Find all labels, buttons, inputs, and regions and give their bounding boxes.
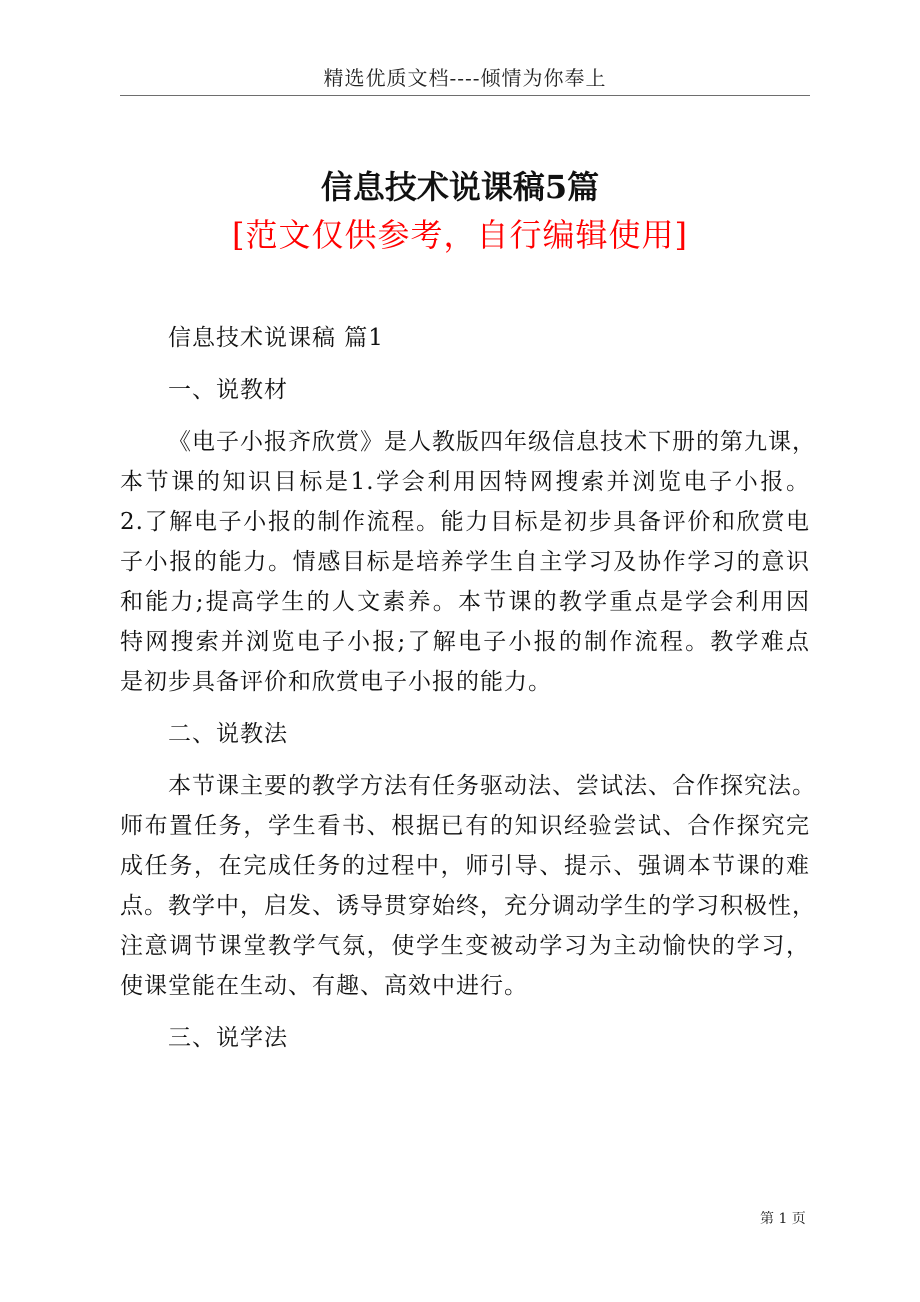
paragraph-line: 《电子小报齐欣赏》是人教版四年级信息技术下册的第九课， [168, 429, 816, 455]
paragraph-line: 本节课主要的教学方法有任务驱动法、尝试法、合作探究法。 [168, 773, 816, 799]
heading-teaching-material: 一、说教材 [168, 377, 288, 403]
paragraph-line: 2.了解电子小报的制作流程。能力目标是初步具备评价和欣赏电 [120, 509, 810, 535]
paragraph-line: 是初步具备评价和欣赏电子小报的能力。 [120, 669, 552, 695]
paragraph-line: 成任务，在完成任务的过程中，师引导、提示、强调本节课的难 [120, 853, 810, 879]
paragraph-line: 师布置任务，学生看书、根据已有的知识经验尝试、合作探究完 [120, 813, 810, 839]
document-body [120, 318, 816, 1058]
paragraph-line: 点。教学中，启发、诱导贯穿始终，充分调动学生的学习积极性， [120, 893, 816, 919]
paragraph-line: 注意调节课堂教学气氛，使学生变被动学习为主动愉快的学习， [120, 933, 810, 959]
paragraph-line: 和能力;提高学生的人文素养。本节课的教学重点是学会利用因 [120, 589, 810, 615]
document-title: 信息技术说课稿5篇 [320, 168, 600, 206]
paragraph-line: 特网搜索并浏览电子小报;了解电子小报的制作流程。教学难点 [120, 629, 810, 655]
paragraph-line: 本节课的知识目标是1.学会利用因特网搜索并浏览电子小报。 [120, 469, 810, 495]
heading-teaching-method: 二、说教法 [168, 721, 288, 747]
header-divider [120, 95, 810, 96]
paragraph-line: 使课堂能在生动、有趣、高效中进行。 [120, 973, 528, 999]
paragraph-line: 子小报的能力。情感目标是培养学生自主学习及协作学习的意识 [120, 549, 810, 575]
heading-learning-method: 三、说学法 [168, 1025, 288, 1051]
section-heading: 信息技术说课稿 篇1 [168, 325, 384, 351]
paragraph-teaching-material [120, 422, 816, 702]
page-number: 第 1 页 [760, 1211, 806, 1227]
page-header: 精选优质文档----倾情为你奉上 [323, 66, 607, 90]
document-subtitle: [范文仅供参考，自行编辑使用] [232, 216, 688, 254]
paragraph-teaching-method [120, 766, 816, 1006]
